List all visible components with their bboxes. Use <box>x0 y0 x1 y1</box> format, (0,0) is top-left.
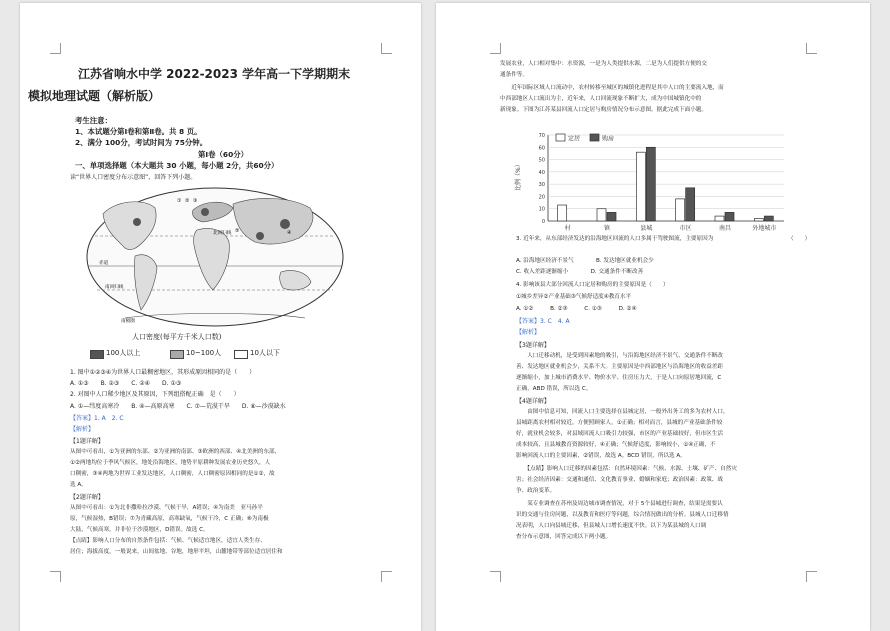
question-options: A. ①③ B. ②③ C. ②④ D. ①③ <box>70 380 182 387</box>
answer-label: 【答案】3. C 4. A <box>516 318 570 325</box>
notice-heading: 考生注意： <box>75 116 112 125</box>
map-tropic-label: 北回归线 <box>213 231 232 236</box>
bar-购房-南昌 <box>725 212 734 221</box>
legend-label: 100人以上 <box>106 349 141 357</box>
map-equator-label: 赤道 <box>99 261 109 266</box>
x-tick-label: 县城 <box>640 225 653 232</box>
detail-line: 从图中可看出：①为北非撒哈拉沙漠、气候干旱，A错误；④为南美 亚马孙平 <box>70 505 263 511</box>
detail-line: 从图中可看出，①为亚洲的东部、②为亚洲的南部、③欧洲的西部、④北美洲的东部， <box>70 449 281 455</box>
detail-line: 成本较高，且县城教育资源较好，④正确；气候舒适度，影响较小，①④正确，不 <box>516 442 716 448</box>
question-options: C. 收入差距逐渐缩小 D. 交通条件不断改善 <box>516 269 644 275</box>
text-line: 新现象。下图为江苏某县回流人口定居与购房情况分布示意图。据此完成下面小题。 <box>500 107 707 113</box>
question-text: 4. 影响该县大部分回流人口定居和购房的主要原因是（ ） <box>516 282 669 288</box>
answer-label: 【答案】1. A 2. C <box>70 415 124 422</box>
y-tick-label: 20 <box>538 194 545 201</box>
tip-line: 争、政治变革。 <box>516 488 556 494</box>
crop-mark <box>50 43 61 54</box>
tip-line: 居住；海拔高度，一般说来，山间盆地、谷地，地形平坦，山麓地带等部位适宜居住和 <box>70 549 283 555</box>
map-caption: 人口密度(每平方千米人口数) <box>132 333 222 341</box>
legend-swatch-medium <box>170 350 184 359</box>
dense-area-marker <box>280 219 290 229</box>
question-text: 3. 近年来，从东部经济发达的沿海地区回流的人口多属于驾驶图流，主要原因为 <box>516 236 714 242</box>
y-tick-label: 50 <box>538 157 545 164</box>
notice-line: 2、满分 100分，考试时间为 75分钟。 <box>75 138 208 147</box>
detail-line: 善、发达地区就业机会少，关系不大。主要原因是中西部地区与沿海地区的收益差距 <box>516 364 723 370</box>
detail-heading: 【2题详解】 <box>70 494 104 501</box>
detail-line: 好，就业机会较多，对县域回流人口吸引力较强，市区的产业基础较好，但市区生活 <box>516 431 723 437</box>
crop-mark <box>806 43 817 54</box>
question-items: ①城乡差异②产业基础③气候舒适度④教育水平 <box>516 294 632 300</box>
detail-line: 口稠密，③④两地为世界工业发达地区，人口稠密，人口稠密原因相同的是①②，故 <box>70 471 275 477</box>
y-tick-label: 70 <box>538 133 545 139</box>
y-tick-label: 10 <box>538 206 545 213</box>
text-line: 查分布示意图，回答完成以下两小题。 <box>516 534 612 540</box>
map-tropic-label: 南回归线 <box>105 285 124 290</box>
y-tick-label: 60 <box>538 145 545 152</box>
text-line: 中西部地区人口流出为主，近年来，人口回流现象不断扩大，成为中国城镇化中的 <box>500 96 702 102</box>
crop-mark <box>381 571 392 582</box>
bar-定居-外地城市 <box>754 219 763 221</box>
crop-mark <box>50 571 61 582</box>
legend-swatch-购房 <box>590 134 599 141</box>
notice-line: 1、本试题分第Ⅰ卷和第Ⅱ卷。共 8 页。 <box>75 127 202 136</box>
question-intro: 读“世界人口密度分布示意图”，回答下列小题。 <box>70 174 197 181</box>
x-tick-label: 村 <box>564 225 571 232</box>
tip-line: 害；社会经济因素：交通和通信、文化教育事业、婚姻和家庭；政治因素：政策、战 <box>516 477 723 483</box>
question-paren: （ ） <box>788 236 811 242</box>
bar-定居-镇 <box>597 209 606 221</box>
detail-heading: 【4题详解】 <box>516 398 550 405</box>
legend-label: 购房 <box>602 135 615 143</box>
question-text: 1. 图中①②③④为世界人口最稠密地区，其形成原因相同的是（ ） <box>70 369 256 376</box>
detail-line: 影响回流人口的主要因素，②错误，故选 A。BCD 错误，所以选 A。 <box>516 453 686 459</box>
y-tick-label: 40 <box>538 169 545 176</box>
dense-area-marker <box>256 232 264 240</box>
bar-购房-镇 <box>607 212 616 221</box>
bar-购房-市区 <box>686 188 695 221</box>
detail-line: 人口迁移动机，是受到因素地的吸引，与沿海地区经济不景气、交通条件不断改 <box>516 353 723 359</box>
text-line: 况表明，人口向县城迁移，但县城人口增长速度不快。以下为某县城的人口调 <box>516 523 707 529</box>
detail-heading: 【1题详解】 <box>70 438 104 445</box>
y-axis-label: 比例（%） <box>515 161 522 191</box>
section-heading: 一、单项选择题（本大题共 30 小题，每小题 2分，共60分） <box>75 161 279 170</box>
legend-label: 10~100人 <box>186 349 222 357</box>
map-marker-label: ④ <box>287 230 292 236</box>
bar-定居-县城 <box>636 152 645 221</box>
text-line: 某专业调查在苏州及周边城市调查情况，对于 5个县城进行调查，结果是需要认 <box>516 501 723 507</box>
analysis-label: 【解析】 <box>516 329 541 336</box>
detail-heading: 【3题详解】 <box>516 342 550 349</box>
detail-line: 选 A。 <box>70 482 87 488</box>
crop-mark <box>806 571 817 582</box>
volume-heading: 第Ⅰ卷（60分） <box>198 150 248 159</box>
legend-swatch-sparse <box>234 350 248 359</box>
document-page-2 <box>436 3 870 631</box>
detail-line: 由图中信息可知，回流人口主要选择在县城定居，一般外出务工的多为农村人口， <box>516 409 729 415</box>
x-tick-label: 外地城市 <box>752 225 777 232</box>
question-text: 2. 对图中人口稀少地区及其原因，下列组搭配正确 是（ ） <box>70 391 240 398</box>
analysis-label: 【解析】 <box>70 426 95 433</box>
text-line: 通条件等。 <box>500 72 528 78</box>
map-polar-label: 南极圈 <box>121 319 135 324</box>
question-options: A. ①—纬度高寒冷 B. ④—高原高寒 C. ⑦—荒漠干旱 D. ⑧—沙漠缺水 <box>70 403 286 410</box>
map-marker-label: ⑤ <box>235 228 240 234</box>
map-marker-label: ③ <box>193 198 198 204</box>
tip-line: 【点睛】影响人口分布的自然条件包括：气候、气候适宜地区，适宜人类生存、 <box>70 538 266 544</box>
legend-label: 10人以下 <box>250 349 280 357</box>
map-marker-label: ① <box>177 198 182 204</box>
text-line: 发展农业，人口相对集中：水资源，一是为人类提供水源，二是为人们提供方便的交 <box>500 61 707 67</box>
text-line: 识的交通与住房问题，以及教育和医疗等问题，综合情况做出的分析。县城人口迁移情 <box>516 512 729 518</box>
question-options: A. ①② B. ②③ C. ①③ D. ②④ <box>516 306 637 312</box>
x-tick-label: 镇 <box>603 225 611 232</box>
y-tick-label: 30 <box>538 182 545 189</box>
detail-line: 逐渐缩小，加上城市消费水平、物价水平、住房压力大，于是人口向原居地回流，C <box>516 375 722 381</box>
dense-area-marker <box>133 218 141 226</box>
legend-swatch-dense <box>90 350 104 359</box>
bar-定居-市区 <box>676 199 685 221</box>
page-subtitle: 模拟地理试题（解析版） <box>28 89 161 103</box>
text-line: 近年国际区域人口流动中，农村转移至城区的城镇化进程是其中人口的主要流入地，而 <box>500 85 724 91</box>
bar-定居-村 <box>558 205 567 221</box>
crop-mark <box>490 571 501 582</box>
bar-定居-南昌 <box>715 216 724 221</box>
dense-area-marker <box>201 208 209 216</box>
detail-line: 正确，ABD 错误，所以选 C。 <box>516 386 592 392</box>
detail-line: 原，气候湿热，B错误；⑦为青藏高原，高寒缺氧，气候干冷，C 正确；⑧为南极 <box>70 516 269 522</box>
map-marker-label: ② <box>185 198 190 204</box>
legend-swatch-定居 <box>556 134 565 141</box>
question-options: A. 沿海地区经济不景气 B. 发达地区就业机会少 <box>516 258 654 264</box>
x-tick-label: 南昌 <box>718 225 732 232</box>
detail-line: 县城距离农村相对较近，方便照顾家人，①正确；相对而言，县城的产业基础条件较 <box>516 420 723 426</box>
bar-购房-县城 <box>646 147 655 221</box>
bar-购房-外地城市 <box>764 216 773 221</box>
page-title: 江苏省响水中学 2022-2023 学年高一下学期期末 <box>78 67 351 81</box>
x-tick-label: 市区 <box>679 225 692 232</box>
y-tick-label: 0 <box>541 219 545 225</box>
crop-mark <box>490 43 501 54</box>
crop-mark <box>381 43 392 54</box>
tip-line: 【点睛】影响人口迁移的因素包括：自然环境因素：气候、水源、土壤、矿产、自然灾 <box>516 466 737 472</box>
world-population-map <box>85 186 345 328</box>
legend-label: 定居 <box>568 135 581 143</box>
detail-line: 大陆，气候高寒，并非位于沙漠地区，D错误。故选 C。 <box>70 527 209 533</box>
document-page-1 <box>20 3 421 631</box>
detail-line: ①②两地均位于季风气候区，地处沿海地区，地势平原耕种发展农业历史悠久，人 <box>70 460 271 466</box>
return-population-bar-chart <box>512 131 792 235</box>
